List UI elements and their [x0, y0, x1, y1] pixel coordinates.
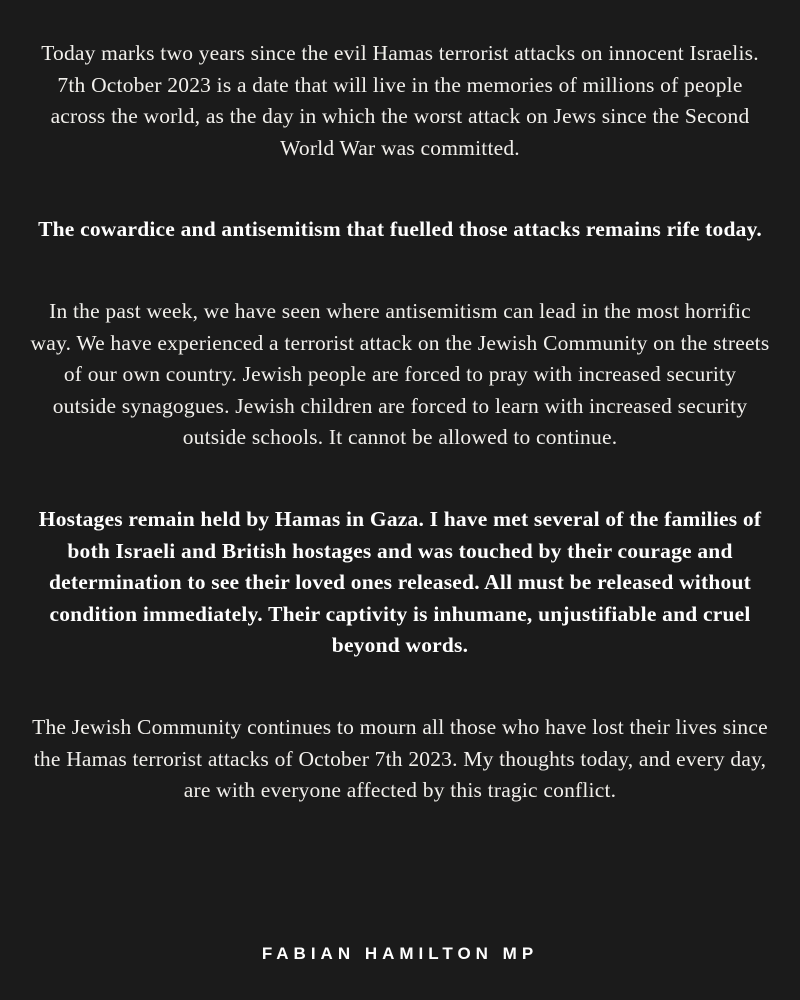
statement-paragraph-1: Today marks two years since the evil Hamas terrorist attacks on innocent Israelis. 7th October 2023 is a date that will live in the memories of millions of people across the world, as the day in which the worst attack on Jews since the Second World War was committed.: [41, 41, 759, 160]
signature: FABIAN HAMILTON MP: [261, 944, 539, 963]
statement-paragraph-2: The cowardice and antisemitism that fuelled those attacks remains rife today.: [38, 217, 762, 242]
statement-paragraph-5: The Jewish Community continues to mourn all those who have lost their lives since the Hamas terrorist attacks of October 7th 2023. My thoughts today, and every day, are with everyone affected by this tragic conflict.: [32, 714, 768, 803]
statement-paragraph-3: In the past week, we have seen where antisemitism can lead in the most horrific way. We have experienced a terrorist attack on the Jewish Community on the streets of our own country. Jewish people are forced to pray with increased security outside synagogues. Jewish children are forced to learn with increased security outside schools. It cannot be allowed to continue.: [30, 298, 770, 450]
statement-paragraph-4: Hostages remain held by Hamas in Gaza. I have met several of the families of both Israeli and British hostages and was touched by their courage and determination to see their loved ones released. All must be released without condition immediately. Their captivity is inhumane, unjustifiable and cruel beyond words.: [38, 506, 762, 658]
